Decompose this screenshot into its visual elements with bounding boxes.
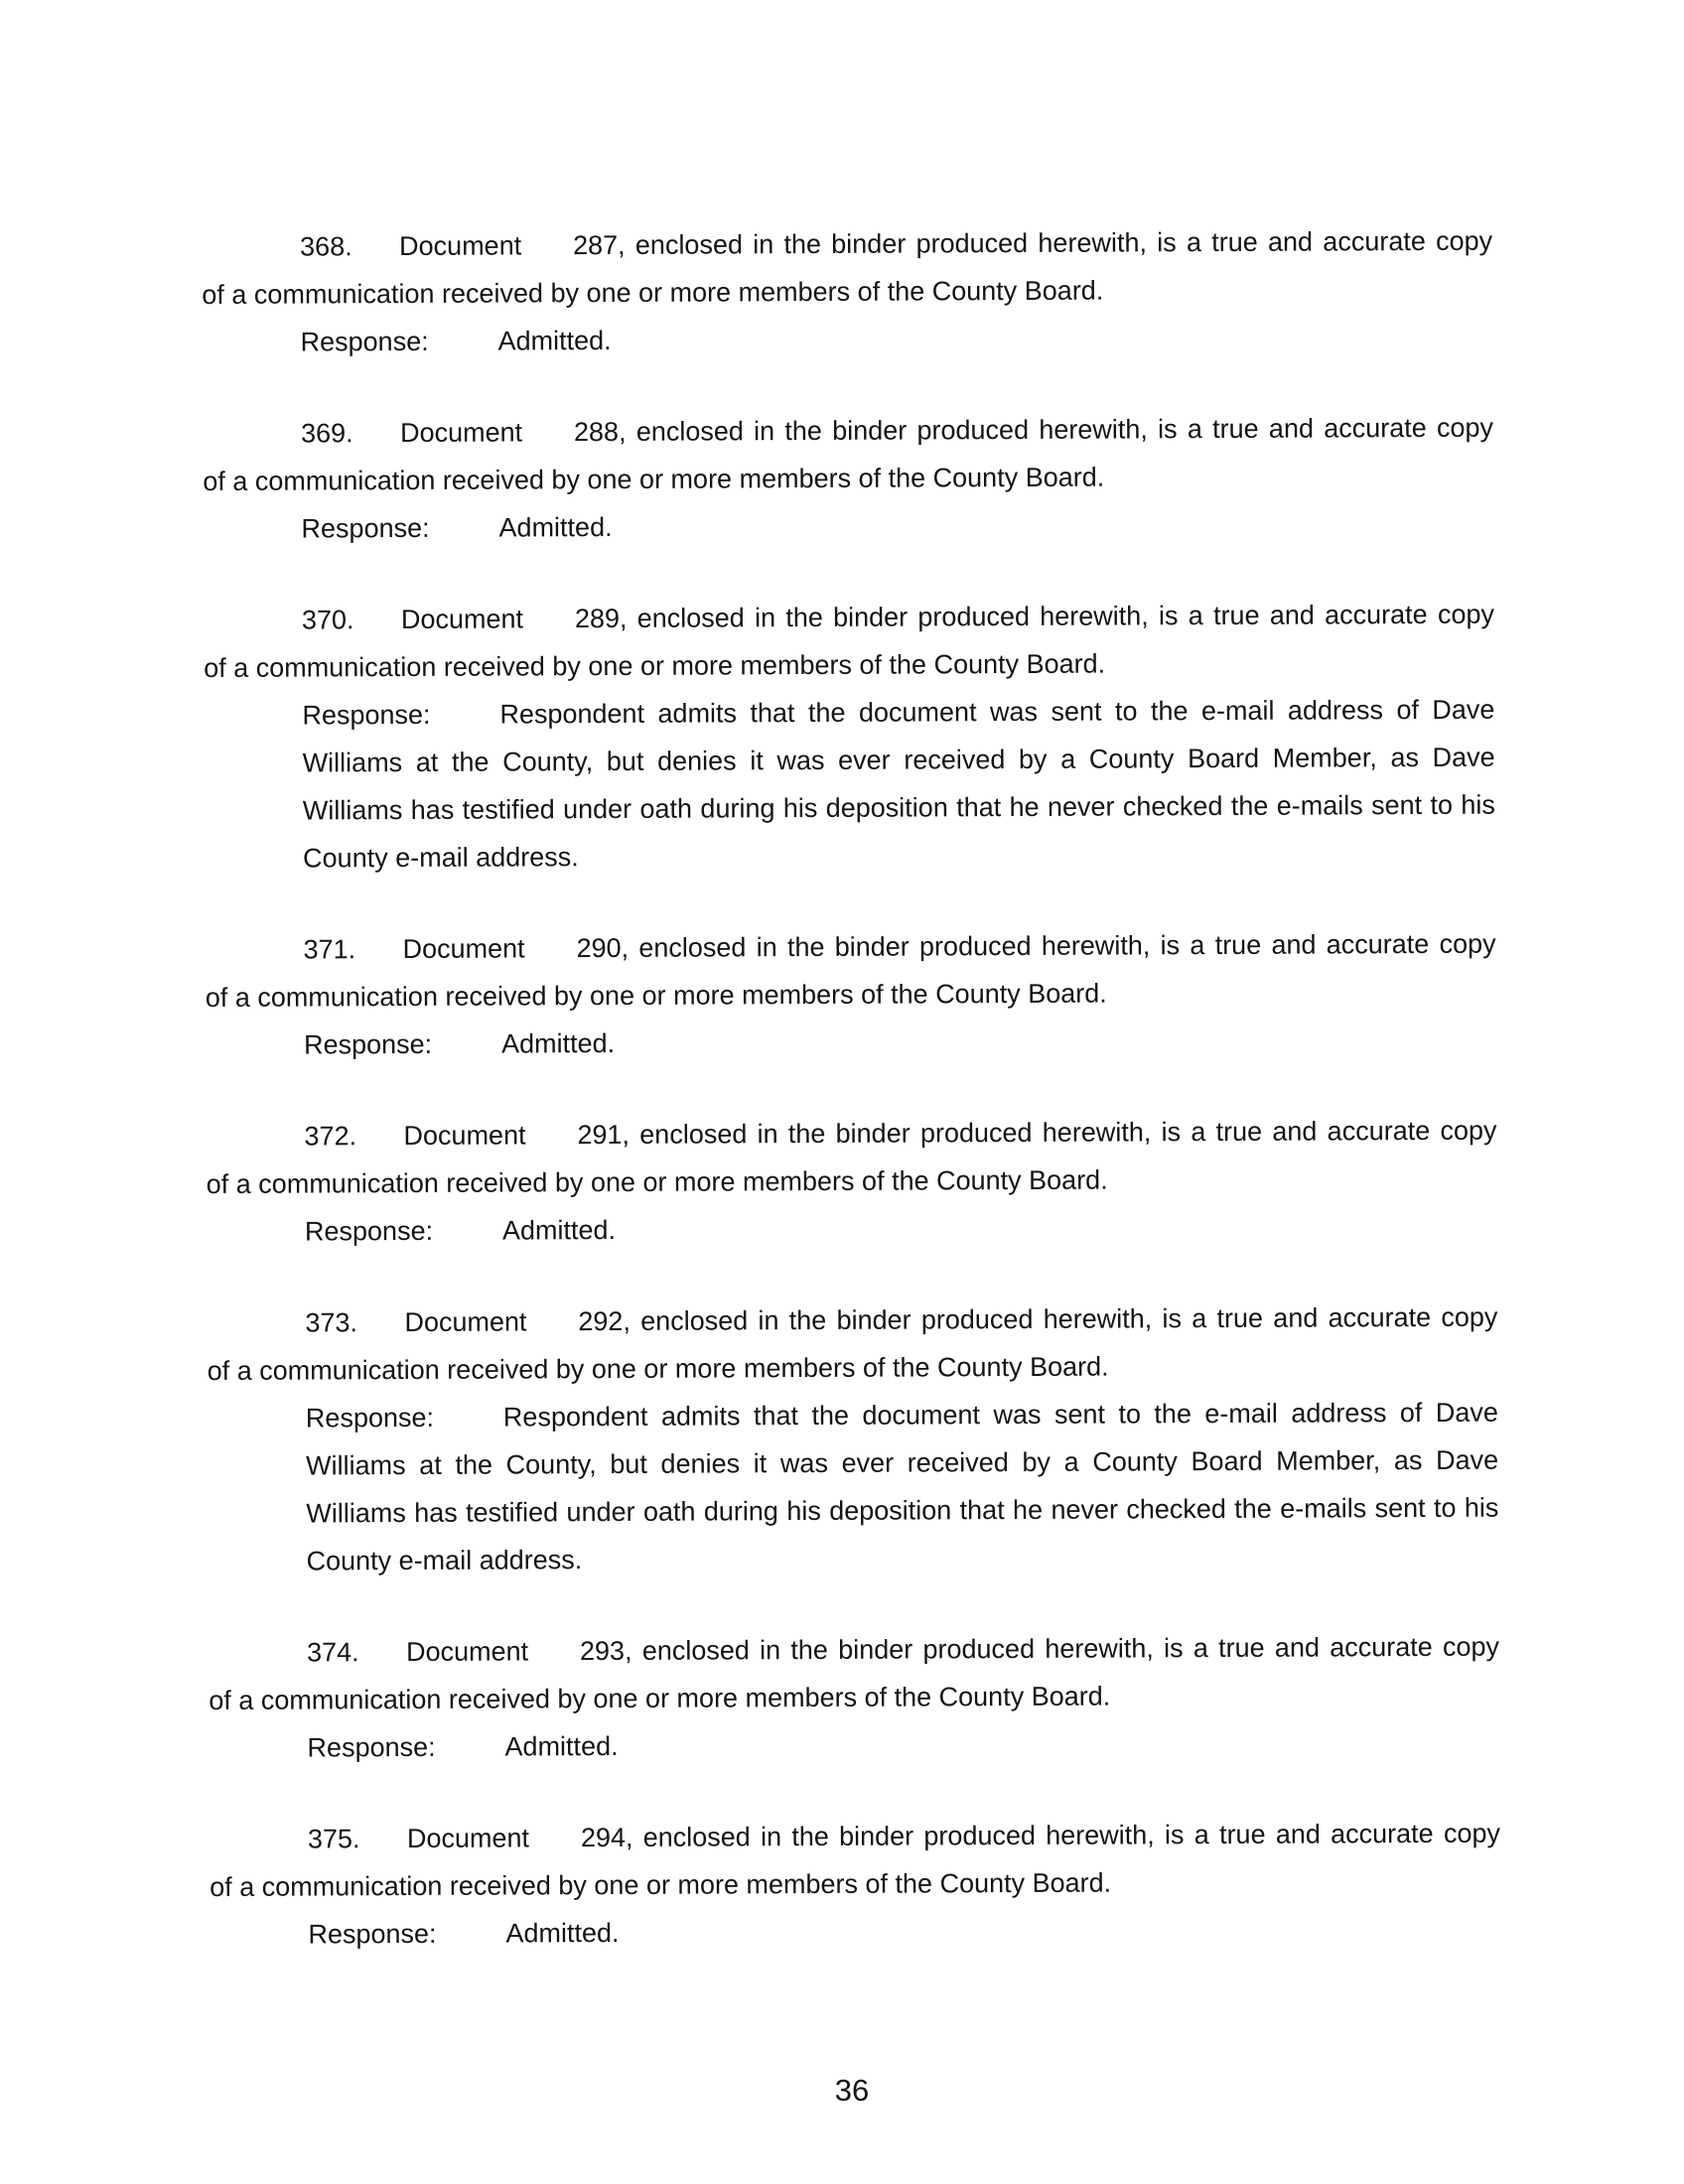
document-reference: Document 288 bbox=[399, 416, 620, 449]
document-reference: Document 292 bbox=[404, 1305, 624, 1338]
request-text-line-2: of a communication received by one or more members of the County Board. bbox=[202, 275, 1104, 310]
request-line-1 bbox=[203, 404, 1493, 458]
response-text: Respondent admits that the document was sent to the e-mail address of Dave Williams at the County, but denies it was ever received by a County Board Member, as Dave Williams has testified under oath during his deposition that he never checked the e-mails sent to his County e-mail address. bbox=[306, 1397, 1499, 1576]
request-text-line-1: , enclosed in the binder produced herewith, is a true and accurate copy bbox=[625, 1818, 1501, 1852]
document-reference: Document 289 bbox=[400, 603, 621, 635]
response-label: Response: bbox=[300, 326, 429, 357]
request-line-1 bbox=[209, 1623, 1499, 1677]
request-line-1 bbox=[207, 1294, 1497, 1347]
response-text: Respondent admits that the document was sent to the e-mail address of Dave Williams at the County, but denies it was ever received by a County Board Member, as Dave Williams has testified under oath during his deposition that he never checked the e-mails sent to his County e-mail address. bbox=[302, 694, 1495, 874]
request-text-line-1: , enclosed in the binder produced herewith, is a true and accurate copy bbox=[619, 599, 1495, 633]
request-number: 374. bbox=[306, 1637, 359, 1668]
request-line-1 bbox=[206, 1107, 1496, 1160]
request-line-1 bbox=[205, 920, 1495, 974]
response-paragraph bbox=[208, 1389, 1499, 1585]
request-text-line-2: of a communication received by one or more members of the County Board. bbox=[205, 978, 1107, 1013]
request-number: 372. bbox=[304, 1121, 357, 1152]
request-text-line-2: of a communication received by one or more members of the County Board. bbox=[210, 1867, 1112, 1902]
response-text: Admitted. bbox=[505, 1917, 620, 1949]
response-text: Admitted. bbox=[497, 325, 612, 356]
document-reference: Document 287 bbox=[399, 229, 619, 262]
request-number: 368. bbox=[300, 231, 352, 262]
response-paragraph bbox=[204, 686, 1495, 883]
response-line bbox=[203, 499, 1493, 553]
request-line-1 bbox=[202, 217, 1492, 271]
request-item-372 bbox=[206, 1107, 1497, 1256]
response-text: Admitted. bbox=[504, 1730, 619, 1762]
document-reference: Document 293 bbox=[405, 1635, 626, 1668]
response-text: Admitted. bbox=[500, 1027, 616, 1059]
request-text-line-2: of a communication received by one or more members of the County Board. bbox=[206, 1164, 1108, 1199]
response-label: Response: bbox=[301, 512, 430, 544]
request-text-line-2: of a communication received by one or more members of the County Board. bbox=[207, 1351, 1109, 1386]
request-text-line-1: , enclosed in the binder produced herewith, is a true and accurate copy bbox=[623, 1301, 1498, 1336]
request-text-line-1: , enclosed in the binder produced herewith, is a true and accurate copy bbox=[621, 928, 1496, 963]
response-label: Response: bbox=[304, 1215, 434, 1247]
response-label: Response: bbox=[308, 1918, 437, 1950]
response-line bbox=[206, 1016, 1496, 1069]
response-line bbox=[210, 1905, 1500, 1959]
request-text-line-1: , enclosed in the binder produced herewith, is a true and accurate copy bbox=[624, 1631, 1500, 1666]
response-line bbox=[202, 313, 1492, 366]
request-text-line-1: , enclosed in the binder produced herewith, is a true and accurate copy bbox=[618, 225, 1493, 260]
response-text: Admitted. bbox=[498, 511, 613, 543]
document-reference: Document 294 bbox=[406, 1822, 627, 1854]
request-item-375 bbox=[210, 1810, 1501, 1959]
response-text: Admitted. bbox=[501, 1214, 617, 1246]
request-item-369 bbox=[203, 404, 1494, 553]
request-item-373 bbox=[207, 1294, 1498, 1585]
request-item-370 bbox=[204, 591, 1495, 883]
request-item-374 bbox=[209, 1623, 1500, 1772]
request-number: 371. bbox=[303, 934, 356, 965]
request-number: 375. bbox=[307, 1824, 360, 1854]
response-label: Response: bbox=[302, 699, 431, 731]
request-text-line-1: , enclosed in the binder produced herewith, is a true and accurate copy bbox=[622, 1115, 1497, 1150]
response-label: Response: bbox=[303, 1028, 433, 1060]
response-line bbox=[207, 1202, 1497, 1256]
page-number: 36 bbox=[834, 2073, 870, 2108]
response-label: Response: bbox=[307, 1731, 436, 1763]
request-text-line-1: , enclosed in the binder produced herewith, is a true and accurate copy bbox=[618, 412, 1494, 447]
request-item-371 bbox=[205, 920, 1496, 1069]
document-reference: Document 290 bbox=[402, 932, 622, 965]
request-item-368 bbox=[202, 217, 1493, 366]
request-text-line-2: of a communication received by one or more members of the County Board. bbox=[203, 462, 1105, 496]
document-reference: Document 291 bbox=[403, 1119, 623, 1152]
request-number: 373. bbox=[305, 1307, 358, 1338]
request-number: 370. bbox=[301, 605, 354, 635]
request-list bbox=[202, 217, 1501, 2002]
response-label: Response: bbox=[305, 1402, 435, 1433]
request-text-line-2: of a communication received by one or more members of the County Board. bbox=[209, 1681, 1111, 1715]
request-number: 369. bbox=[300, 418, 353, 449]
request-text-line-2: of a communication received by one or more members of the County Board. bbox=[204, 648, 1106, 683]
request-line-1 bbox=[210, 1810, 1500, 1863]
request-line-1 bbox=[204, 591, 1494, 644]
response-line bbox=[209, 1718, 1499, 1772]
